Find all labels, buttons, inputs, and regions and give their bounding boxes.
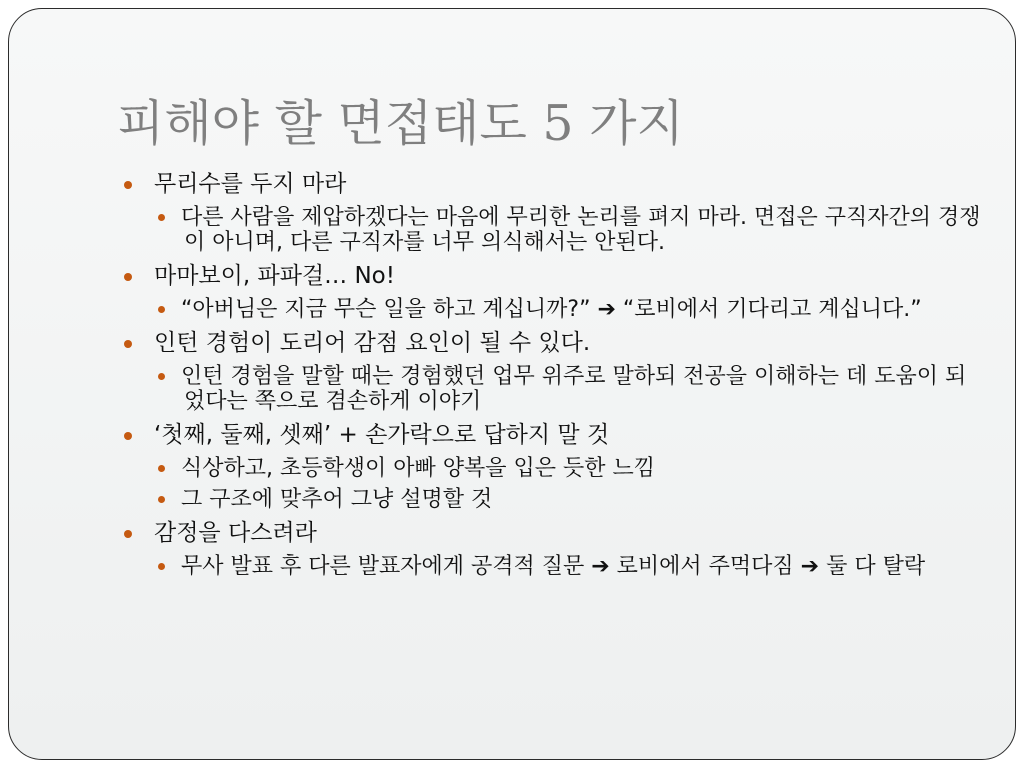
- bullet-icon: [158, 563, 165, 570]
- sub-list-item-text: “아버님은 지금 무슨 일을 하고 계십니까?” ➔ “로비에서 기다리고 계십니다.”: [181, 297, 922, 322]
- list-item: [121, 261, 981, 291]
- list-item-text: ‘첫째, 둘째, 셋째’ + 손가락으로 답하지 말 것: [154, 422, 610, 448]
- sub-list-item: [121, 297, 981, 322]
- slide-title: 피해야 할 면접태도 5 가지: [117, 95, 684, 152]
- bullet-icon: [124, 181, 132, 189]
- list-item: [121, 518, 981, 548]
- sub-list-item-text: 그 구조에 맞추어 그냥 설명할 것: [181, 487, 493, 512]
- bullet-icon: [158, 214, 165, 221]
- sub-list-item: [121, 205, 981, 255]
- bullet-icon: [124, 530, 132, 538]
- sub-list-item-text: 무사 발표 후 다른 발표자에게 공격적 질문 ➔ 로비에서 주먹다짐 ➔ 둘 다 탈락: [181, 554, 926, 579]
- list-item: [121, 328, 981, 358]
- sub-list-item-text: 인턴 경험을 말할 때는 경험했던 업무 위주로 말하되 전공을 이해하는 데 도움이 되었다는 쪽으로 겸손하게 이야기: [181, 364, 967, 414]
- sub-list-item: [121, 554, 981, 579]
- bullet-icon: [158, 373, 165, 380]
- sub-list-item-text: 식상하고, 초등학생이 아빠 양복을 입은 듯한 느낌: [181, 456, 655, 481]
- bullet-icon: [158, 306, 165, 313]
- list-item-text: 감정을 다스려라: [154, 520, 317, 546]
- bullet-icon: [124, 273, 132, 281]
- sub-list-item-text: 다른 사람을 제압하겠다는 마음에 무리한 논리를 펴지 마라. 면접은 구직자간의 경쟁이 아니며, 다른 구직자를 너무 의식해서는 안된다.: [181, 205, 981, 255]
- sub-list-item: [121, 364, 981, 414]
- list-item: [121, 420, 981, 450]
- sub-list-item: [121, 487, 981, 512]
- bullet-icon: [124, 340, 132, 348]
- list-item-text: 마마보이, 파파걸… No!: [154, 263, 395, 289]
- slide: [8, 8, 1016, 760]
- list-item-text: 인턴 경험이 도리어 감점 요인이 될 수 있다.: [154, 330, 591, 356]
- sub-list-item: [121, 456, 981, 481]
- bullet-icon: [158, 496, 165, 503]
- list-item-text: 무리수를 두지 마라: [154, 171, 347, 197]
- bullet-icon: [158, 465, 165, 472]
- list-item: [121, 169, 981, 199]
- bullet-list: [121, 169, 981, 579]
- bullet-icon: [124, 432, 132, 440]
